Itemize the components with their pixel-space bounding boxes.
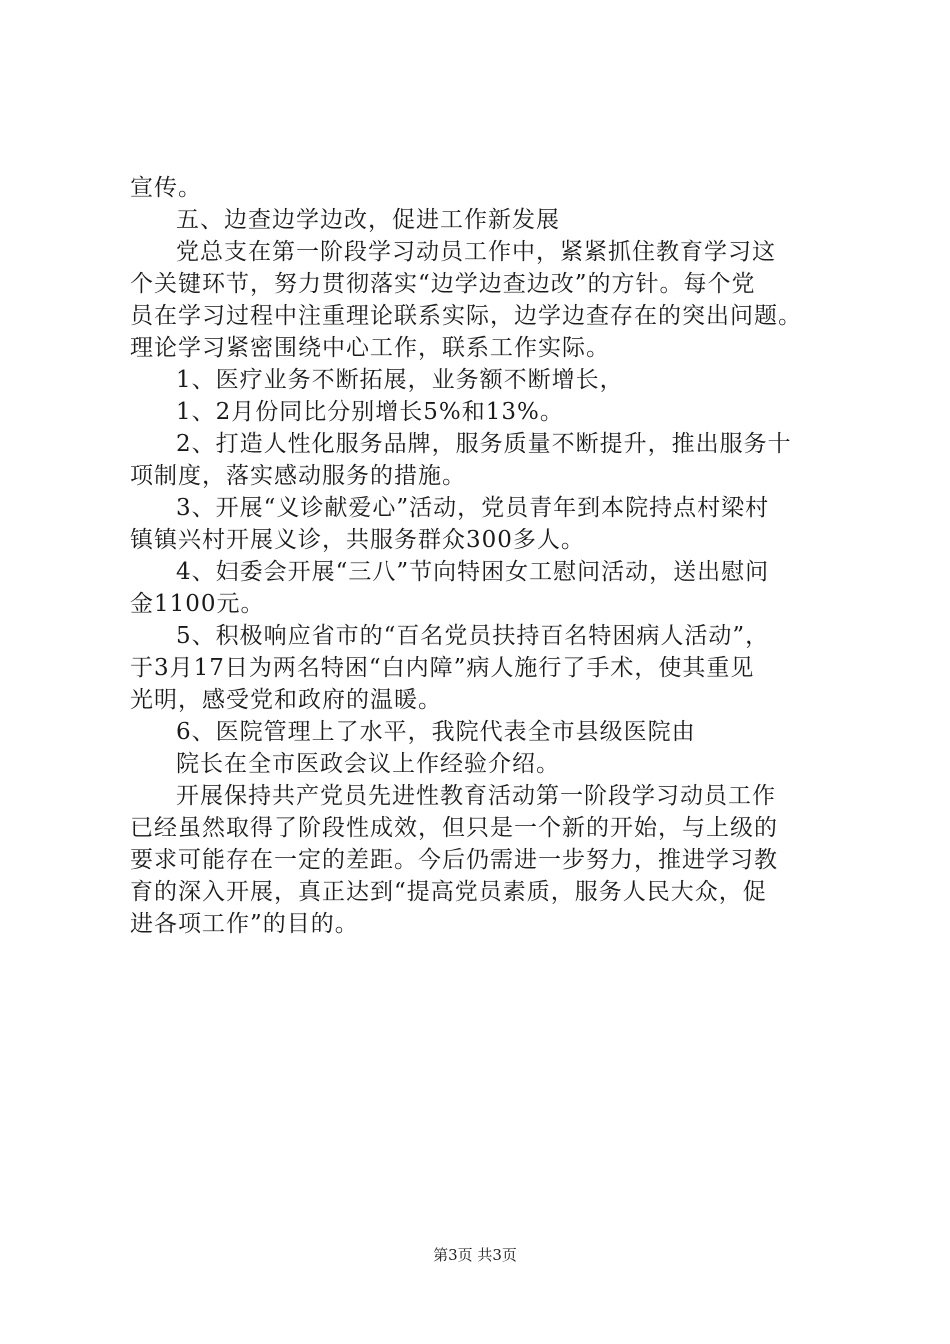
paragraph-line: 党总支在第一阶段学习动员工作中，紧紧抓住教育学习这 [176, 239, 776, 265]
paragraph-line: 理论学习紧密围绕中心工作，联系工作实际。 [130, 335, 610, 361]
paragraph-line: 已经虽然取得了阶段性成效，但只是一个新的开始，与上级的 [130, 815, 778, 841]
section-heading: 五、边查边学边改，促进工作新发展 [176, 207, 560, 233]
list-item: 1、医疗业务不断拓展，业务额不断增长， [176, 367, 624, 393]
paragraph-line: 个关键环节，努力贯彻落实“边学边查边改”的方针。每个党 [130, 271, 756, 297]
paragraph-line: 育的深入开展，真正达到“提高党员素质，服务人民大众，促 [130, 879, 767, 905]
paragraph-line: 员在学习过程中注重理论联系实际，边学边查存在的突出问题。 [130, 303, 802, 329]
paragraph-line: 光明，感受党和政府的温暖。 [130, 687, 442, 713]
paragraph-line: 镇镇兴村开展义诊，共服务群众300多人。 [130, 527, 585, 553]
list-item: 3、开展“义诊献爱心”活动，党员青年到本院持点村梁村 [176, 495, 770, 521]
paragraph-line: 院长在全市医政会议上作经验介绍。 [176, 751, 560, 777]
list-item: 1、2月份同比分别增长5%和13%。 [176, 399, 564, 425]
paragraph-line: 宣传。 [130, 175, 202, 201]
paragraph-line: 进各项工作”的目的。 [130, 911, 359, 937]
list-item: 2、打造人性化服务品牌，服务质量不断提升，推出服务十 [176, 431, 792, 457]
paragraph-line: 要求可能存在一定的差距。今后仍需进一步努力，推进学习教 [130, 847, 778, 873]
paragraph-line: 开展保持共产党员先进性教育活动第一阶段学习动员工作 [176, 783, 776, 809]
list-item: 4、妇委会开展“三八”节向特困女工慰问活动，送出慰问 [176, 559, 770, 585]
page-number-footer: 第3页 共3页 [433, 1246, 517, 1264]
list-item: 6、医院管理上了水平，我院代表全市县级医院由 [176, 719, 696, 745]
paragraph-line: 项制度，落实感动服务的措施。 [130, 463, 466, 489]
list-item: 5、积极响应省市的“百名党员扶持百名特困病人活动”， [176, 623, 770, 649]
document-body [130, 172, 850, 940]
paragraph-line: 金1100元。 [130, 591, 265, 617]
paragraph-line: 于3月17日为两名特困“白内障”病人施行了手术，使其重见 [130, 655, 755, 681]
